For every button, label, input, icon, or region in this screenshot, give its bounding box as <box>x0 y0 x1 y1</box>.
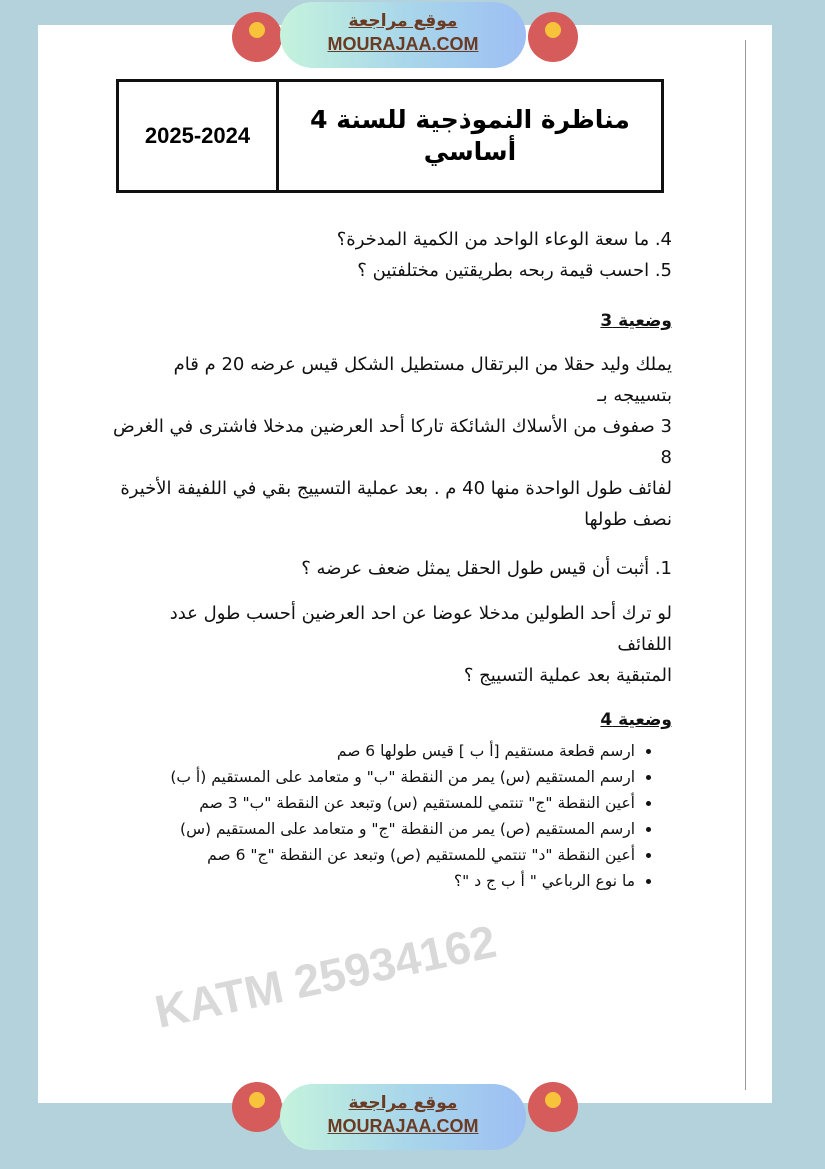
situation-3-q2 <box>110 598 672 691</box>
logo-icon <box>232 12 282 62</box>
school-year: 2025-2024 <box>119 82 279 190</box>
situation-3-heading: وضعية 3 <box>600 311 672 331</box>
text-line: لفائف طول الواحدة منها 40 م . بعد عملية التسييج بقي في اللفيفة الأخيرة <box>120 478 672 499</box>
logo-icon <box>232 1082 282 1132</box>
heading: وضعية 4 <box>600 710 672 730</box>
watermark: KATM 25934162 <box>150 914 501 1038</box>
exam-body <box>110 224 672 894</box>
text-line: المتبقية بعد عملية التسييج ؟ <box>463 665 672 686</box>
logo-icon <box>528 1082 578 1132</box>
list-item: • أعين النقطة "د" تنتمي للمستقيم (ص) وتبعد عن النقطة "ج" 6 صم <box>110 842 635 868</box>
text-line: لو ترك أحد الطولين مدخلا عوضا عن احد العرضين أحسب طول عدد اللفائف <box>169 603 672 655</box>
question-4: 4. ما سعة الوعاء الواحد من الكمية المدخرة؟ <box>336 229 672 250</box>
list-item: • ما نوع الرباعي " أ ب ج د "؟ <box>110 868 635 894</box>
site-banner-bottom[interactable] <box>280 1084 526 1150</box>
situation-4-heading <box>110 705 672 736</box>
list-item: • ارسم قطعة مستقيم [أ ب ] قيس طولها 6 صم <box>110 738 635 764</box>
situation-3-q1: 1. أثبت أن قيس طول الحقل يمثل ضعف عرضه ؟ <box>301 558 672 579</box>
situation-4-list <box>110 738 657 894</box>
list-item: • أعين النقطة "ج" تنتمي للمستقيم (س) وتبعد عن النقطة "ب" 3 صم <box>110 790 635 816</box>
exam-header <box>116 79 664 193</box>
question-5: 5. احسب قيمة ربحه بطريقتين مختلفتين ؟ <box>357 260 672 281</box>
list-item: • ارسم المستقيم (ص) يمر من النقطة "ج" و متعامد على المستقيم (س) <box>110 816 635 842</box>
exam-title: مناظرة النموذجية للسنة 4 أساسي <box>310 105 630 166</box>
banner-arabic: موقع مراجعة <box>348 1093 458 1113</box>
situation-3-heading-wrap <box>110 306 672 337</box>
banner-arabic: موقع مراجعة <box>348 11 458 31</box>
banner-latin: MOURAJAA.COM <box>327 34 479 54</box>
text-line: 3 صفوف من الأسلاك الشائكة تاركا أحد العرضين مدخلا فاشترى في الغرض 8 <box>112 416 672 468</box>
logo-icon <box>528 12 578 62</box>
text-line: نصف طولها <box>584 509 672 530</box>
site-banner-top[interactable] <box>280 2 526 68</box>
list-item: • ارسم المستقيم (س) يمر من النقطة "ب" و متعامد على المستقيم (أ ب) <box>110 764 635 790</box>
situation-3-text <box>110 349 672 535</box>
text-line: يملك وليد حقلا من البرتقال مستطيل الشكل قيس عرضه 20 م قام بتسييجه بـ <box>173 354 672 406</box>
margin-line <box>745 40 746 1090</box>
questions-top <box>110 224 672 286</box>
banner-latin: MOURAJAA.COM <box>327 1116 479 1136</box>
